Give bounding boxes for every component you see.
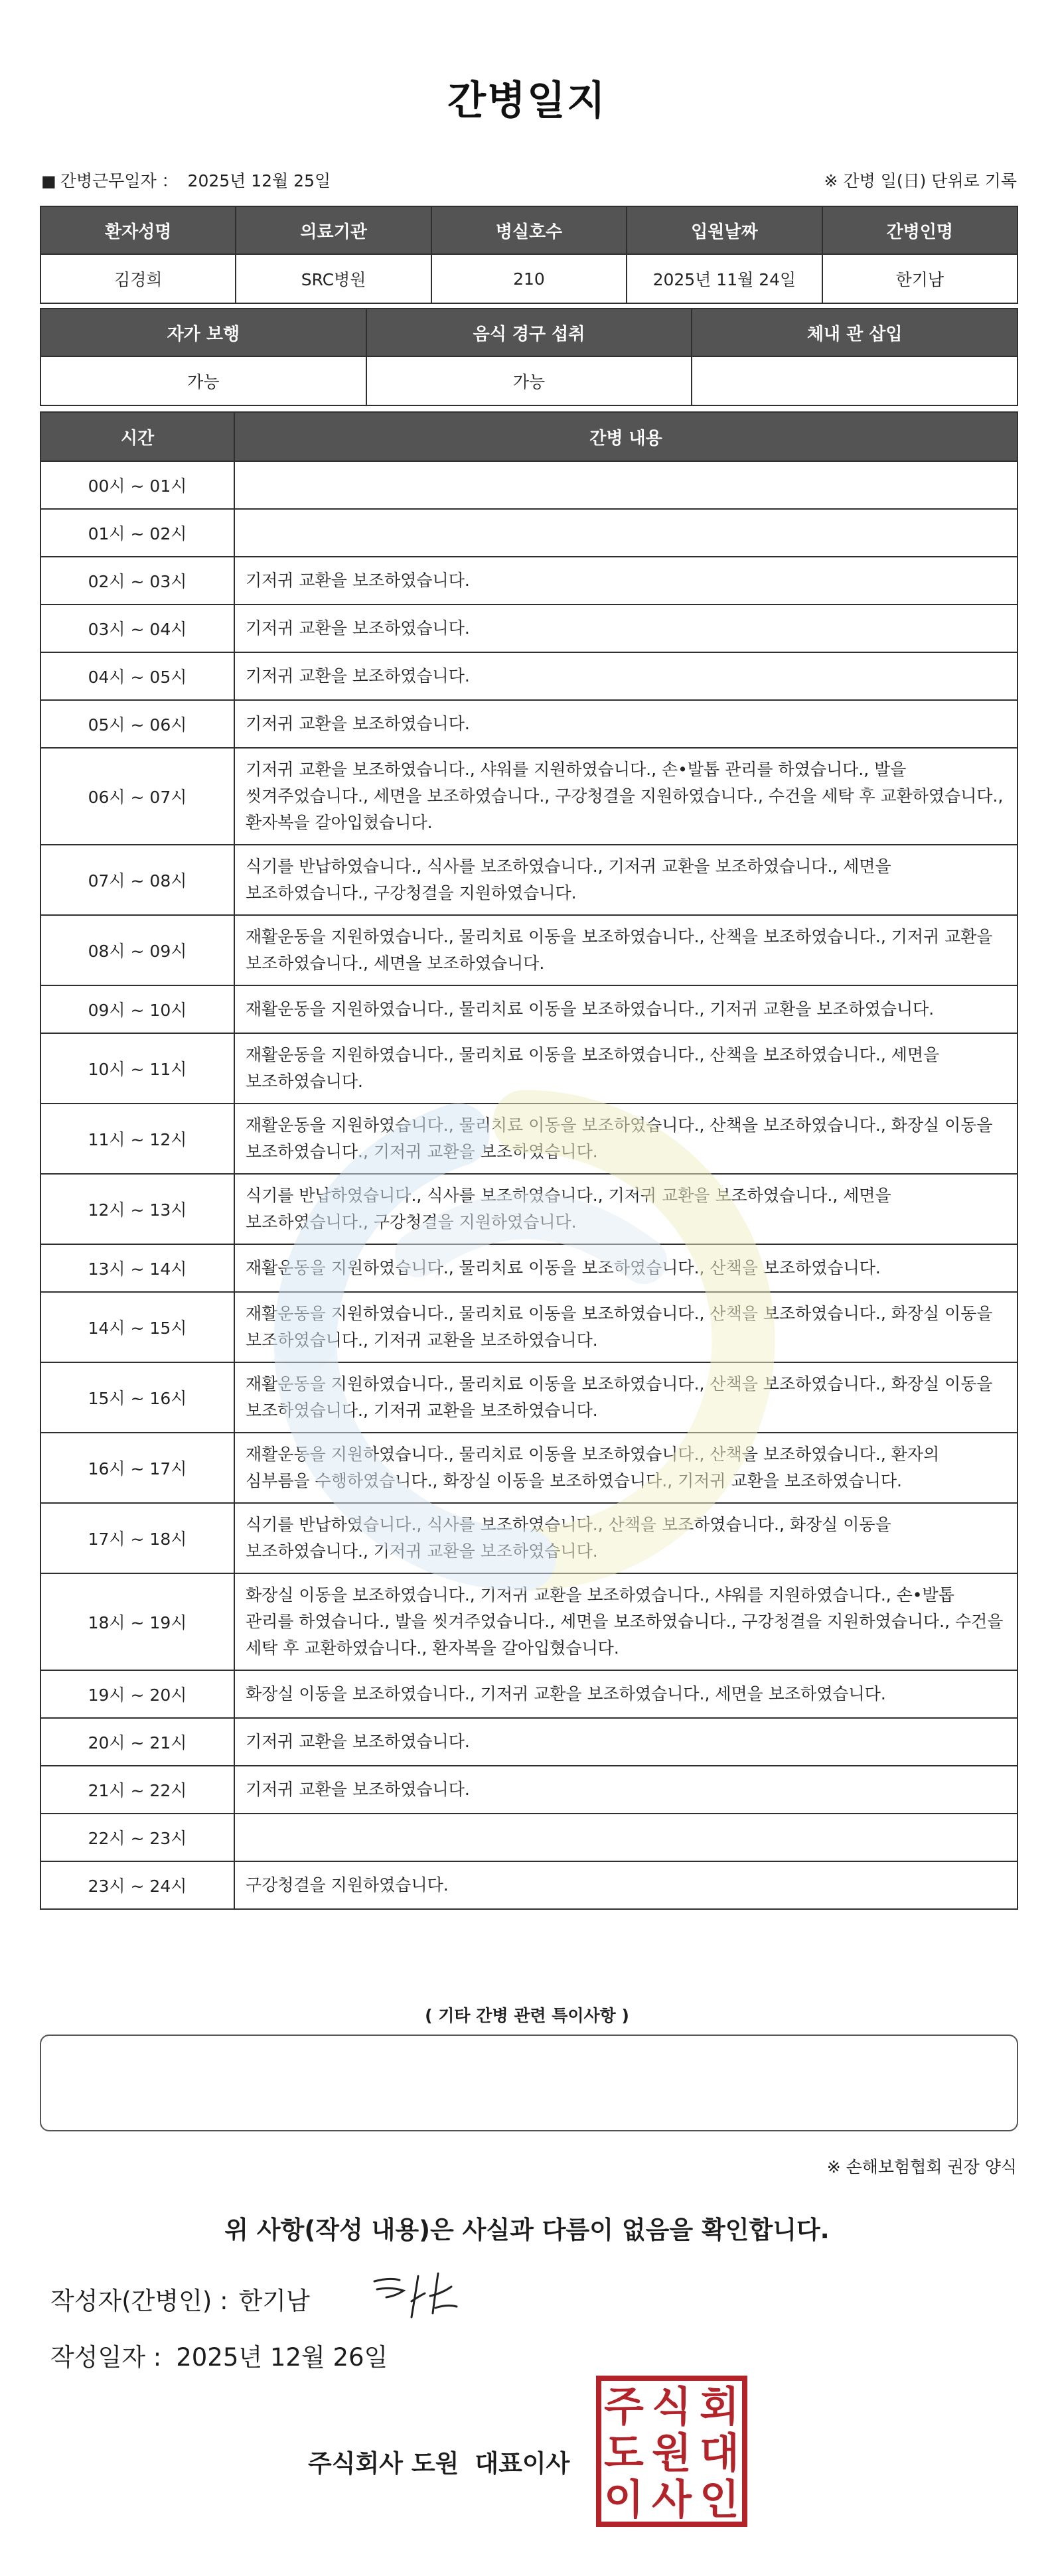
svg-text:회: 회 bbox=[700, 2382, 739, 2431]
header-oral-intake: 음식 경구 섭취 bbox=[366, 309, 692, 356]
log-content: 재활운동을 지원하였습니다., 물리치료 이동을 보조하였습니다., 산책을 보조하였습니다. bbox=[234, 1244, 1017, 1292]
log-time: 02시 ~ 03시 bbox=[40, 557, 234, 605]
writer-label: 작성자(간병인) : bbox=[50, 2287, 228, 2315]
status-table bbox=[40, 308, 1018, 406]
log-row bbox=[40, 845, 1017, 915]
log-row bbox=[40, 652, 1017, 700]
confirmation-statement: 위 사항(작성 내용)은 사실과 다름이 없음을 확인합니다. bbox=[224, 2216, 830, 2244]
log-content: 화장실 이동을 보조하였습니다., 기저귀 교환을 보조하였습니다., 샤워를 지원하였습니다., 손•발톱 관리를 하였습니다., 발을 씻겨주었습니다., 세면을 보조하였습니다., 구강청결을 지원하였습니다., 수건을 세탁 후 교환하였습니다., 환자복을 갈아입혔습니다. bbox=[234, 1573, 1017, 1670]
svg-text:인: 인 bbox=[700, 2475, 739, 2524]
log-row bbox=[40, 985, 1017, 1033]
log-time: 13시 ~ 14시 bbox=[40, 1244, 234, 1292]
svg-text:사: 사 bbox=[652, 2475, 692, 2524]
company-line bbox=[308, 2443, 569, 2479]
oral-intake-value: 가능 bbox=[366, 356, 692, 405]
log-time: 09시 ~ 10시 bbox=[40, 985, 234, 1033]
header-caregiver: 간병인명 bbox=[822, 206, 1017, 254]
log-content: 기저귀 교환을 보조하였습니다. bbox=[234, 652, 1017, 700]
log-row bbox=[40, 1174, 1017, 1244]
svg-text:식: 식 bbox=[652, 2382, 692, 2431]
patient-name: 김경희 bbox=[40, 254, 236, 303]
log-time: 10시 ~ 11시 bbox=[40, 1033, 234, 1104]
work-date bbox=[41, 168, 331, 192]
log-row bbox=[40, 1362, 1017, 1433]
log-row bbox=[40, 1670, 1017, 1718]
special-notes-box bbox=[40, 2035, 1018, 2131]
log-time: 18시 ~ 19시 bbox=[40, 1573, 234, 1670]
work-date-label: 간병근무일자 ： bbox=[60, 171, 179, 190]
log-row bbox=[40, 700, 1017, 748]
svg-text:주: 주 bbox=[604, 2382, 644, 2431]
meta-row bbox=[41, 168, 1017, 194]
log-content: 구강청결을 지원하였습니다. bbox=[234, 1861, 1017, 1909]
log-row bbox=[40, 1503, 1017, 1573]
log-time: 16시 ~ 17시 bbox=[40, 1433, 234, 1503]
log-content: 식기를 반납하였습니다., 식사를 보조하였습니다., 산책을 보조하였습니다., 화장실 이동을 보조하였습니다., 기저귀 교환을 보조하였습니다. bbox=[234, 1503, 1017, 1573]
log-row bbox=[40, 1573, 1017, 1670]
log-body bbox=[40, 461, 1017, 1909]
log-row bbox=[40, 1033, 1017, 1104]
log-content: 기저귀 교환을 보조하였습니다. bbox=[234, 700, 1017, 748]
log-time: 07시 ~ 08시 bbox=[40, 845, 234, 915]
hospital-name: SRC병원 bbox=[236, 254, 431, 303]
log-content bbox=[234, 509, 1017, 557]
log-time: 17시 ~ 18시 bbox=[40, 1503, 234, 1573]
log-row bbox=[40, 461, 1017, 509]
header-room: 병실호수 bbox=[431, 206, 627, 254]
form-note: ※ 손해보험협회 권장 양식 bbox=[826, 2157, 1017, 2177]
company-representative: 대표이사 bbox=[475, 2449, 570, 2478]
log-time: 12시 ~ 13시 bbox=[40, 1174, 234, 1244]
log-row bbox=[40, 1104, 1017, 1174]
self-walking-value: 가능 bbox=[40, 356, 366, 405]
header-admission-date: 입원날짜 bbox=[627, 206, 822, 254]
company-name: 주식회사 도원 bbox=[308, 2449, 459, 2478]
patient-header-row bbox=[40, 206, 1017, 254]
log-time: 20시 ~ 21시 bbox=[40, 1718, 234, 1766]
log-content bbox=[234, 1814, 1017, 1861]
status-header-row bbox=[40, 309, 1017, 356]
written-date-label: 작성일자 : bbox=[50, 2343, 162, 2372]
header-patient-name: 환자성명 bbox=[40, 206, 236, 254]
svg-text:원: 원 bbox=[652, 2429, 692, 2477]
log-row bbox=[40, 1433, 1017, 1503]
svg-text:이: 이 bbox=[604, 2475, 644, 2524]
written-date-value: 2025년 12월 26일 bbox=[176, 2343, 388, 2372]
log-row bbox=[40, 509, 1017, 557]
log-time: 00시 ~ 01시 bbox=[40, 461, 234, 509]
log-time: 06시 ~ 07시 bbox=[40, 748, 234, 845]
special-notes-title: ( 기타 간병 관련 특이사항 ) bbox=[425, 2006, 629, 2025]
log-content: 기저귀 교환을 보조하였습니다. bbox=[234, 557, 1017, 605]
log-content: 기저귀 교환을 보조하였습니다., 샤워를 지원하였습니다., 손•발톱 관리를 하였습니다., 발을 씻겨주었습니다., 세면을 보조하였습니다., 구강청결을 지원하였습니다., 수건을 세탁 후 교환하였습니다., 환자복을 갈아입혔습니다. bbox=[234, 748, 1017, 845]
writer-line bbox=[50, 2281, 310, 2317]
log-time: 19시 ~ 20시 bbox=[40, 1670, 234, 1718]
log-content: 재활운동을 지원하였습니다., 물리치료 이동을 보조하였습니다., 산책을 보조하였습니다., 화장실 이동을 보조하였습니다., 기저귀 교환을 보조하였습니다. bbox=[234, 1104, 1017, 1174]
log-content: 화장실 이동을 보조하였습니다., 기저귀 교환을 보조하였습니다., 세면을 보조하였습니다. bbox=[234, 1670, 1017, 1718]
log-time: 15시 ~ 16시 bbox=[40, 1362, 234, 1433]
log-row bbox=[40, 1861, 1017, 1909]
log-content: 재활운동을 지원하였습니다., 물리치료 이동을 보조하였습니다., 산책을 보조하였습니다., 기저귀 교환을 보조하였습니다., 세면을 보조하였습니다. bbox=[234, 915, 1017, 985]
log-content: 재활운동을 지원하였습니다., 물리치료 이동을 보조하였습니다., 기저귀 교환을 보조하였습니다. bbox=[234, 985, 1017, 1033]
log-time: 14시 ~ 15시 bbox=[40, 1292, 234, 1362]
square-bullet-icon: ■ bbox=[41, 172, 56, 190]
log-row bbox=[40, 1766, 1017, 1814]
log-content: 재활운동을 지원하였습니다., 물리치료 이동을 보조하였습니다., 산책을 보조하였습니다., 화장실 이동을 보조하였습니다., 기저귀 교환을 보조하였습니다. bbox=[234, 1292, 1017, 1362]
log-row bbox=[40, 557, 1017, 605]
log-header-row bbox=[40, 412, 1017, 461]
document-title: 간병일지 bbox=[447, 78, 607, 124]
log-content: 재활운동을 지원하였습니다., 물리치료 이동을 보조하였습니다., 산책을 보조하였습니다., 환자의 심부름을 수행하였습니다., 화장실 이동을 보조하였습니다., 기저귀 교환을 보조하였습니다. bbox=[234, 1433, 1017, 1503]
log-row bbox=[40, 1244, 1017, 1292]
caregiver-name: 한기남 bbox=[822, 254, 1017, 303]
header-hospital: 의료기관 bbox=[236, 206, 431, 254]
log-row bbox=[40, 1292, 1017, 1362]
svg-text:대: 대 bbox=[700, 2429, 739, 2477]
patient-value-row bbox=[40, 254, 1017, 303]
log-row bbox=[40, 748, 1017, 845]
log-content: 식기를 반납하였습니다., 식사를 보조하였습니다., 기저귀 교환을 보조하였습니다., 세면을 보조하였습니다., 구강청결을 지원하였습니다. bbox=[234, 845, 1017, 915]
log-row bbox=[40, 915, 1017, 985]
log-time: 22시 ~ 23시 bbox=[40, 1814, 234, 1861]
log-content: 식기를 반납하였습니다., 식사를 보조하였습니다., 기저귀 교환을 보조하였습니다., 세면을 보조하였습니다., 구강청결을 지원하였습니다. bbox=[234, 1174, 1017, 1244]
log-time: 03시 ~ 04시 bbox=[40, 605, 234, 652]
writer-name: 한기남 bbox=[238, 2287, 310, 2315]
log-content: 재활운동을 지원하였습니다., 물리치료 이동을 보조하였습니다., 산책을 보조하였습니다., 화장실 이동을 보조하였습니다., 기저귀 교환을 보조하였습니다. bbox=[234, 1362, 1017, 1433]
log-time: 08시 ~ 09시 bbox=[40, 915, 234, 985]
room-number: 210 bbox=[431, 254, 627, 303]
log-content: 기저귀 교환을 보조하였습니다. bbox=[234, 1766, 1017, 1814]
log-row bbox=[40, 605, 1017, 652]
log-time: 23시 ~ 24시 bbox=[40, 1861, 234, 1909]
patient-info-table bbox=[40, 206, 1018, 304]
log-content bbox=[234, 461, 1017, 509]
log-content: 재활운동을 지원하였습니다., 물리치료 이동을 보조하였습니다., 산책을 보조하였습니다., 세면을 보조하였습니다. bbox=[234, 1033, 1017, 1104]
log-content: 기저귀 교환을 보조하였습니다. bbox=[234, 605, 1017, 652]
header-time: 시간 bbox=[40, 412, 234, 461]
written-date-line bbox=[50, 2337, 388, 2373]
header-self-walking: 자가 보행 bbox=[40, 309, 366, 356]
work-date-value: 2025년 12월 25일 bbox=[187, 171, 331, 190]
log-content: 기저귀 교환을 보조하였습니다. bbox=[234, 1718, 1017, 1766]
status-value-row bbox=[40, 356, 1017, 405]
admission-date: 2025년 11월 24일 bbox=[627, 254, 822, 303]
log-time: 11시 ~ 12시 bbox=[40, 1104, 234, 1174]
log-row bbox=[40, 1814, 1017, 1861]
unit-note: ※ 간병 일(日) 단위로 기록 bbox=[824, 171, 1017, 190]
company-seal bbox=[595, 2374, 749, 2528]
header-tube-insertion: 체내 관 삽입 bbox=[692, 309, 1017, 356]
log-time: 01시 ~ 02시 bbox=[40, 509, 234, 557]
log-time: 05시 ~ 06시 bbox=[40, 700, 234, 748]
log-time: 04시 ~ 05시 bbox=[40, 652, 234, 700]
care-log-table bbox=[40, 411, 1018, 1910]
log-time: 21시 ~ 22시 bbox=[40, 1766, 234, 1814]
header-care-content: 간병 내용 bbox=[234, 412, 1017, 461]
svg-text:도: 도 bbox=[604, 2429, 644, 2477]
handwritten-signature bbox=[369, 2267, 469, 2326]
log-row bbox=[40, 1718, 1017, 1766]
tube-insertion-value bbox=[692, 356, 1017, 405]
